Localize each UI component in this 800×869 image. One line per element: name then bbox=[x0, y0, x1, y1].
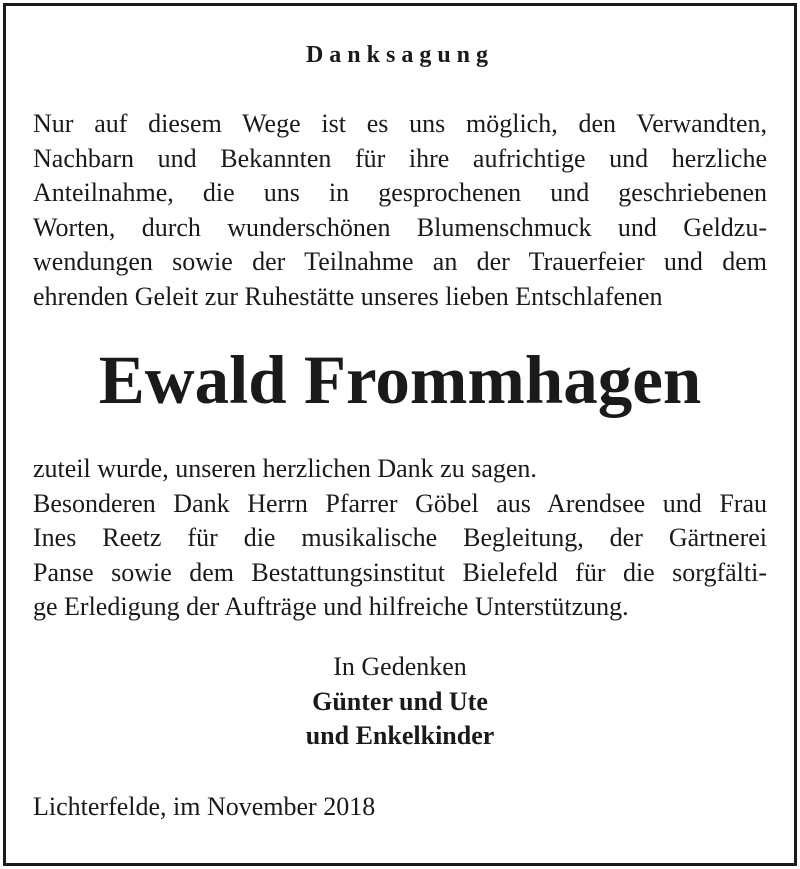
notice-heading: Danksagung bbox=[305, 42, 495, 68]
text-line: Nachbarn und Bekannten für ihre aufrichtige und herzliche bbox=[33, 143, 767, 173]
thanks-paragraph bbox=[33, 107, 767, 315]
text-line: Nur auf diesem Wege ist es uns möglich, den Verwandten, bbox=[33, 109, 767, 138]
text-line: Anteilnahme, die uns in gesprochenen und geschriebenen bbox=[33, 178, 767, 208]
place-date: Lichterfelde, im November 2018 bbox=[33, 792, 376, 821]
text-line: Panse sowie dem Bestattungsinstitut Bielefeld für die sorgfälti- bbox=[33, 557, 767, 587]
text-line: Besonderen Dank Herrn Pfarrer Göbel aus Arendsee und Frau bbox=[33, 488, 767, 518]
text-line: Worten, durch wunderschönen Blumenschmuck und Geldzu- bbox=[33, 212, 767, 242]
text-line: ge Erledigung der Aufträge und hilfreiche Unterstützung. bbox=[33, 592, 629, 622]
text-line: wendungen sowie der Teilnahme an der Trauerfeier und dem bbox=[33, 247, 767, 277]
signature-intro: In Gedenken bbox=[333, 652, 467, 681]
signature-names: Günter und Ute bbox=[312, 686, 488, 716]
deceased-name: Ewald Frommhagen bbox=[98, 342, 702, 418]
text-line: ehrenden Geleit zur Ruhestätte unseres lieben Entschlafenen bbox=[33, 281, 663, 311]
signature-names: und Enkelkinder bbox=[305, 721, 495, 751]
text-line: Ines Reetz für die musikalische Begleitung, der Gärtnerei bbox=[33, 523, 767, 553]
special-thanks-paragraph bbox=[33, 452, 767, 625]
text-line: zuteil wurde, unseren herzlichen Dank zu sagen. bbox=[33, 454, 537, 483]
signature-block bbox=[33, 650, 767, 754]
